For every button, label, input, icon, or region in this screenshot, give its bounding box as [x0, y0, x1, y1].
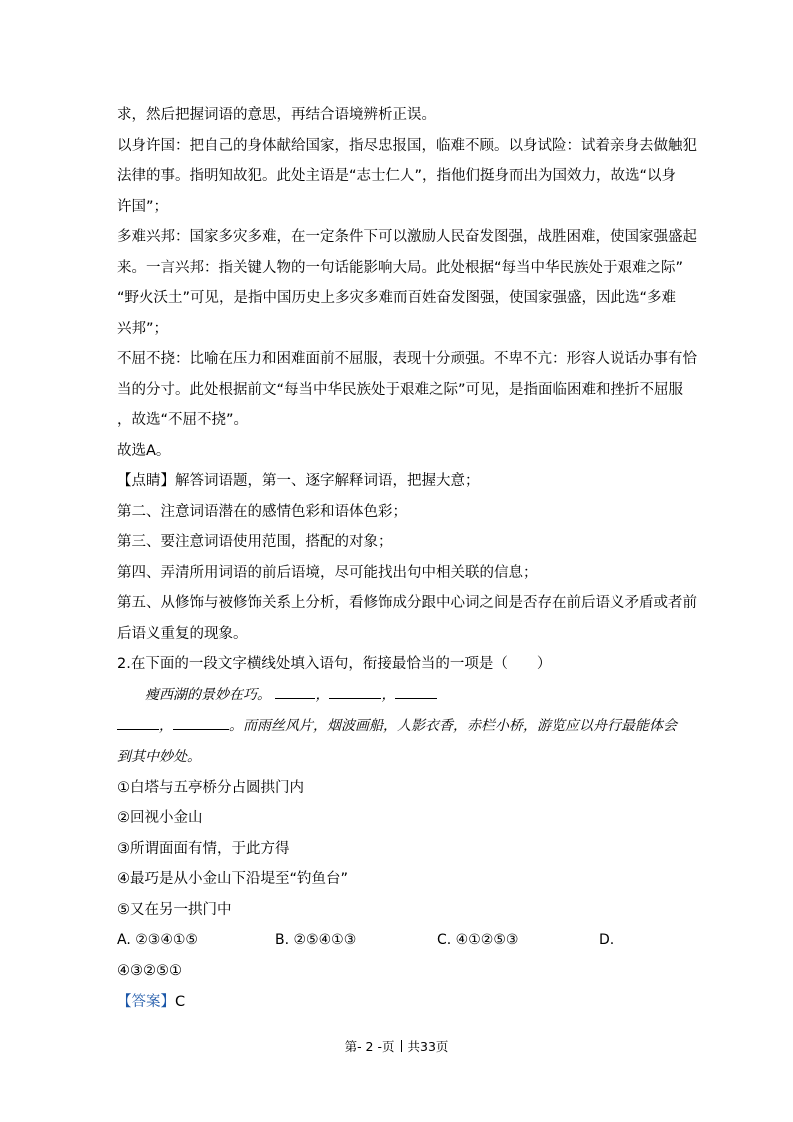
- fill-blank-2: [329, 682, 381, 699]
- choice-item-3: ③所谓面面有情，于此方得: [117, 840, 290, 857]
- text-line: 第三、要注意词语使用范围，搭配的对象；: [117, 534, 393, 550]
- option-c: C. ④①②⑤③: [437, 932, 519, 948]
- text-line: ，故选“不屈不挠”。: [117, 412, 249, 428]
- text-line: 第五、从修饰与被修饰关系上分析，看修饰成分跟中心词之间是否存在前后语义矛盾或者前: [117, 595, 697, 611]
- passage-start: 瘦西湖的景妙在巧。: [145, 686, 271, 703]
- text-line: 许国”；: [117, 198, 169, 215]
- text-line: 不屈不挠：比喻在压力和困难面前不屈服，表现十分顽强。不卑不亢：形容人说话办事有恰: [117, 351, 697, 367]
- fill-blank-3: [395, 682, 437, 699]
- text-line: 以身许国：把自己的身体献给国家，指尽忠报国，临难不顾。以身试险：试着亲身去做触犯: [117, 137, 697, 154]
- answer-value: C: [175, 993, 186, 1010]
- footer-divider: [401, 1040, 402, 1052]
- choice-item-4: ④最巧是从小金山下沿堤至“钓鱼台”: [117, 871, 349, 887]
- option-b: B. ②⑤④①③: [275, 932, 357, 948]
- passage-line-1: [117, 680, 677, 711]
- blank-comma: ，: [159, 717, 173, 734]
- tip-tag: 【点睛】: [117, 473, 175, 489]
- fill-blank-4: [117, 713, 159, 730]
- page-footer: [0, 1038, 793, 1056]
- text-line: 兴邦”；: [117, 320, 169, 337]
- fill-blank-5: [173, 713, 229, 730]
- option-a: A. ②③④①⑤: [117, 932, 198, 948]
- text-line: 求，然后把握词语的意思，再结合语境辨析正误。: [117, 107, 436, 123]
- choice-item-5: ⑤又在另一拱门中: [117, 901, 232, 918]
- page-number: 第- 2 -页: [344, 1039, 395, 1054]
- passage-line-2: [117, 711, 677, 742]
- fill-blank-1: [275, 682, 315, 699]
- choice-item-1: ①白塔与五亭桥分占圆拱门内: [117, 779, 304, 796]
- answer-line: [117, 987, 677, 1018]
- text-line: 后语义重复的现象。: [117, 625, 248, 642]
- blank-comma: ，: [315, 686, 330, 703]
- choice-item-2: ②回视小金山: [117, 810, 203, 826]
- text-line: 故选A。: [117, 442, 171, 459]
- text-line: 法律的事。指明知故犯。此处主语是“志士仁人”，指他们挺身而出为国效力，故选“以身: [117, 168, 677, 184]
- option-d-label: D.: [599, 932, 615, 948]
- text-line: 来。一言兴邦：指关键人物的一句话能影响大局。此处根据“每当中华民族处于艰难之际”: [117, 259, 684, 276]
- blank-comma: ，: [381, 686, 396, 703]
- document-body: [117, 100, 697, 1017]
- tip-text: 解答词语题，第一、逐字解释词语，把握大意；: [175, 473, 480, 489]
- passage-line-3: 到其中妙处。: [117, 748, 201, 765]
- text-line: 第四、弄清所用词语的前后语境，尽可能找出句中相关联的信息；: [117, 564, 538, 581]
- answer-tag: 【答案】: [117, 993, 175, 1010]
- text-line: “野火沃土”可见，是指中国历史上多灾多难而百姓奋发图强，使国家强盛，因此选“多难: [117, 290, 677, 306]
- answer-options: [117, 925, 677, 956]
- text-line: 多难兴邦：国家多灾多难，在一定条件下可以激励人民奋发图强，战胜困难，使国家强盛起: [117, 229, 697, 245]
- passage-end: 。而雨丝风片，烟波画船，人影衣香，赤栏小桥，游览应以舟行最能体会: [229, 717, 677, 734]
- text-line: 当的分寸。此处根据前文“每当中华民族处于艰难之际”可见，是指面临困难和挫折不屈服: [117, 381, 684, 398]
- page-total: 共33页: [407, 1039, 449, 1054]
- text-line: 第二、注意词语潜在的感情色彩和语体色彩；: [117, 503, 407, 520]
- option-d-value: ④③②⑤①: [117, 963, 182, 979]
- question-stem: 2.在下面的一段文字横线处填入语句，衔接最恰当的一项是（ ）: [117, 656, 552, 672]
- tip-line: [117, 466, 677, 497]
